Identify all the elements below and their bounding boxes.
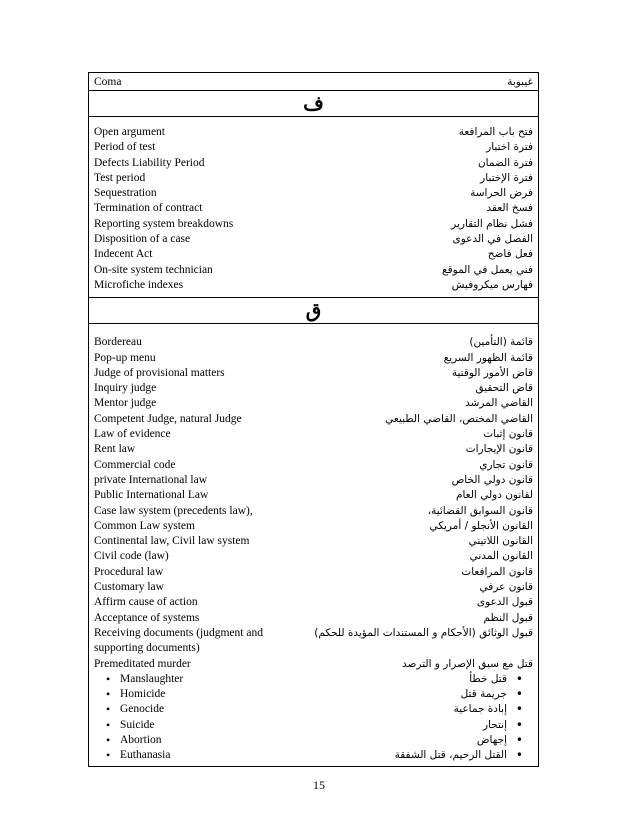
section-block — [88, 117, 539, 298]
term-ar: • القتل الرحيم، قتل الشفقة — [314, 748, 533, 763]
term-en: Customary law — [94, 581, 164, 594]
term-ar: قانون الإيجارات — [465, 443, 533, 456]
term-en: Disposition of a case — [94, 233, 191, 246]
term-ar: القانون الأنجلو / أمريكي — [429, 519, 533, 532]
term-en: Premeditated murder — [94, 657, 191, 670]
term-en: Competent Judge, natural Judge — [94, 412, 242, 425]
term-ar: غيبوبة — [507, 75, 533, 88]
term-en: Indecent Act — [94, 248, 153, 261]
term-en: Public International Law — [94, 489, 209, 502]
term-ar: الفصل في الدعوى — [452, 233, 533, 246]
term-en: Bordereau — [94, 336, 142, 349]
term-ar — [314, 641, 533, 656]
term-ar: فرض الحراسة — [470, 187, 533, 200]
term-ar: فترة الإختبار — [480, 171, 533, 184]
term-en: Case law system (precedents law), — [94, 504, 253, 517]
term-ar: قانون إثبات — [483, 428, 533, 441]
term-ar: القانون المدني — [469, 550, 533, 563]
term-en: Defects Liability Period — [94, 156, 205, 169]
term-ar: قتل مع سبق الإصرار و الترصد — [402, 657, 533, 670]
term-en: private International law — [94, 473, 208, 486]
term-en: Coma — [94, 75, 122, 88]
term-en: • Abortion — [94, 733, 314, 748]
term-en: Test period — [94, 171, 146, 184]
term-ar: لقانون دولي العام — [455, 489, 533, 502]
term-ar: قانون دولي الخاص — [451, 473, 533, 486]
term-en: On-site system technician — [94, 263, 213, 276]
term-ar: • إجهاض — [314, 733, 533, 748]
term-ar: قانون عرفي — [479, 581, 533, 594]
term-ar: فني يعمل في الموقع — [442, 263, 533, 276]
page-number: 15 — [313, 778, 325, 792]
term-en: Reporting system breakdowns — [94, 217, 234, 230]
term-en: Inquiry judge — [94, 382, 157, 395]
arabic-column — [314, 335, 533, 763]
term-ar: قانون المرافعات — [461, 565, 533, 578]
term-en: Receiving documents (judgment and — [94, 626, 263, 639]
term-ar: قبول الوثائق (الأحكام و المستندات المؤيدة للحكم) — [314, 626, 533, 639]
term-en: Commercial code — [94, 458, 176, 471]
term-en: Open argument — [94, 126, 166, 138]
term-ar: القاضي المرشد — [465, 397, 533, 410]
glossary-table — [88, 72, 539, 767]
term-en: • Euthanasia — [94, 748, 314, 763]
term-ar: قبول النظم — [483, 611, 533, 624]
term-ar: قائمة (التأمين) — [469, 336, 533, 349]
term-en: Pop-up menu — [94, 351, 156, 364]
term-en: Period of test — [94, 141, 156, 154]
term-en: • Suicide — [94, 718, 314, 733]
term-ar: قانون السوابق القضائية، — [427, 504, 533, 517]
term-en: Sequestration — [94, 187, 157, 200]
term-en: Acceptance of systems — [94, 611, 200, 624]
term-ar: فسخ العقد — [486, 202, 533, 215]
term-en: • Genocide — [94, 702, 314, 717]
term-ar: قانون تجاري — [479, 458, 533, 471]
term-en: Law of evidence — [94, 428, 171, 441]
term-en: Microfiche indexes — [94, 278, 184, 291]
term-ar: قبول الدعوى — [476, 596, 533, 609]
term-ar: فهارس ميكروفيش — [451, 278, 533, 291]
term-en: Judge of provisional matters — [94, 366, 225, 379]
section-letter: ف — [88, 91, 539, 117]
term-ar: • إنتحار — [314, 718, 533, 733]
top-row — [88, 72, 539, 91]
term-ar: • إبادة جماعية — [314, 702, 533, 717]
term-en: Affirm cause of action — [94, 596, 198, 609]
term-ar: • قتل خطأ — [314, 672, 533, 687]
term-ar: فشل نظام التقارير — [451, 217, 533, 230]
term-ar: قاض التحقيق — [475, 382, 533, 395]
term-ar: • جريمة قتل — [314, 687, 533, 702]
term-en: Mentor judge — [94, 397, 157, 410]
english-column — [94, 125, 334, 293]
term-ar: فتح باب المرافعة — [458, 126, 533, 138]
term-en: supporting documents) — [94, 642, 200, 655]
term-en: Termination of contract — [94, 202, 203, 215]
english-column — [94, 335, 314, 763]
term-en: Civil code (law) — [94, 550, 169, 563]
term-ar: قاض الأمور الوقتية — [451, 366, 533, 379]
term-ar: قائمة الظهور السريع — [443, 351, 533, 364]
term-en: Common Law system — [94, 519, 195, 532]
term-en: Procedural law — [94, 565, 164, 578]
section-letter: ق — [88, 298, 539, 324]
section-block — [88, 324, 539, 766]
term-en: Continental law, Civil law system — [94, 535, 250, 548]
term-en: Rent law — [94, 443, 136, 456]
arabic-column — [334, 125, 533, 293]
term-ar: فترة الضمان — [477, 156, 533, 169]
term-ar: فترة اختبار — [486, 141, 533, 154]
term-ar: القاضي المختص، القاضي الطبيعي — [385, 412, 533, 425]
term-en: • Manslaughter — [94, 672, 314, 687]
term-ar: فعل فاضح — [487, 248, 533, 261]
term-ar: القانون اللاتيني — [468, 535, 533, 548]
term-en: • Homicide — [94, 687, 314, 702]
